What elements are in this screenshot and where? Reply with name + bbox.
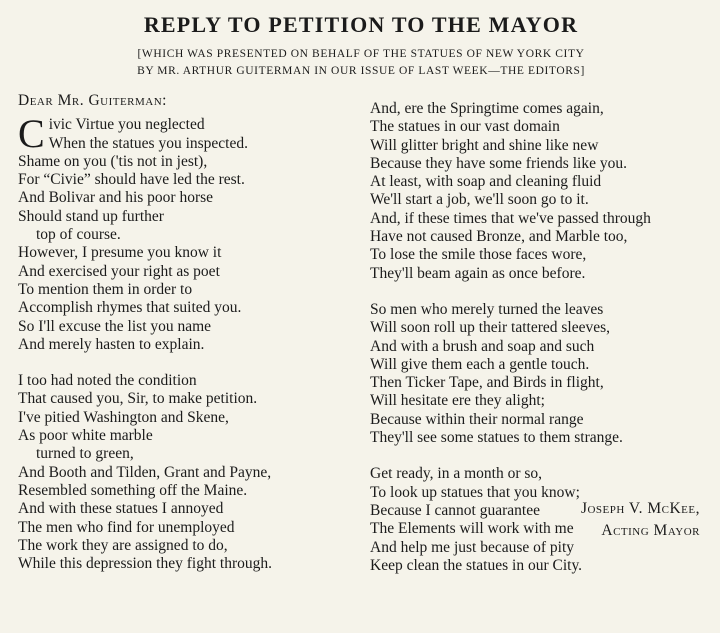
poem-line-text: The work they are assigned to do,: [18, 536, 228, 554]
poem-line: [18, 500, 363, 518]
poem-line-text: They'll see some statues to them strange.: [370, 429, 623, 447]
poem-line-text: While this depression they fight through.: [18, 555, 272, 573]
poem-line: [18, 318, 363, 336]
poem-line: [370, 155, 720, 173]
poem-line: [370, 557, 720, 575]
poem-line: [370, 374, 720, 392]
poem-line-text: ivic Virtue you neglected: [48, 116, 205, 134]
editorial-note: [18, 46, 704, 80]
poem-line: [370, 319, 720, 337]
poem-line-text: The men who find for unemployed: [18, 518, 235, 536]
left-stanzas: [18, 111, 363, 573]
poem-line: [370, 246, 720, 264]
poem-line: [18, 189, 363, 207]
poem-line-text: So men who merely turned the leaves: [370, 300, 604, 318]
poem-line: [18, 409, 363, 427]
poem-line: [370, 356, 720, 374]
poem-line: [18, 555, 363, 573]
poem-line: [18, 281, 363, 299]
poem-line-text: Will glitter bright and shine like new: [370, 136, 599, 154]
poem-line-text: And Bolivar and his poor horse: [18, 189, 214, 207]
poem-line: [18, 464, 363, 482]
poem-line: [370, 118, 720, 136]
poem-line-text: Will give them each a gentle touch.: [370, 355, 590, 373]
poem-line-text: And merely hasten to explain.: [18, 335, 205, 353]
poem-line: [18, 153, 363, 171]
poem-line: [18, 171, 363, 189]
signature-role: Acting Mayor: [601, 522, 700, 539]
poem-line: [370, 392, 720, 410]
poem-line-text: Shame on you ('tis not in jest),: [18, 152, 208, 170]
poem-line: [18, 519, 363, 537]
poem-line: [18, 482, 363, 500]
poem-line-text: And Booth and Tilden, Grant and Payne,: [18, 463, 272, 481]
poem-line: [370, 210, 720, 228]
poem-line-text: The statues in our vast domain: [370, 118, 560, 136]
poem-line-text: Accomplish rhymes that suited you.: [18, 299, 242, 317]
poem-line: [370, 429, 720, 447]
poem-line-text: That caused you, Sir, to make petition.: [18, 390, 258, 408]
poem-line: [370, 137, 720, 155]
poem-line-text: And, ere the Springtime comes again,: [370, 100, 604, 117]
poem-line-text: At least, with soap and cleaning fluid: [370, 173, 602, 191]
poem-line: [18, 390, 363, 408]
poem-line: [370, 338, 720, 356]
poem-line: [18, 244, 363, 262]
poem-line-text: To look up statues that you know;: [370, 483, 580, 501]
poem-line: [18, 226, 363, 244]
poem-line-text: turned to green,: [36, 445, 134, 463]
poem-line-text: So I'll excuse the list you name: [18, 317, 212, 335]
poem-line-text: I've pitied Washington and Skene,: [18, 408, 229, 426]
editorial-note-line-1: [WHICH WAS PRESENTED ON BEHALF OF THE STATUES OF NEW YORK CITY: [137, 48, 585, 60]
poem-line-text: And with a brush and soap and such: [370, 337, 595, 355]
poem-line: [18, 208, 363, 226]
poem-line-text: top of course.: [36, 226, 121, 244]
stanza: [18, 111, 363, 354]
drop-cap: C: [18, 111, 45, 157]
poem-left-column: [18, 92, 363, 591]
poem-line-text: Will soon roll up their tattered sleeves,: [370, 319, 610, 337]
poem-line-text: Keep clean the statues in our City.: [370, 556, 583, 574]
poem-line-text: To lose the smile those faces wore,: [370, 246, 587, 264]
poem-line-text: They'll beam again as once before.: [370, 264, 586, 282]
poem-line: [370, 465, 720, 483]
editorial-note-line-2: BY MR. ARTHUR GUITERMAN IN OUR ISSUE OF LAST WEEK—THE EDITORS]: [137, 65, 585, 77]
poem-line-text: For “Civie” should have led the rest.: [18, 171, 245, 189]
poem-line: [370, 173, 720, 191]
stanza: [370, 100, 720, 283]
poem-line-text: Should stand up further: [18, 207, 164, 225]
poem-line-text: Because within their normal range: [370, 410, 584, 428]
poem-line: [370, 100, 720, 118]
poem-line-text: And help me just because of pity: [370, 538, 575, 556]
poem-line-text: To mention them in order to: [18, 280, 193, 298]
poem-line-text: However, I presume you know it: [18, 244, 222, 262]
poem-line-text: The Elements will work with me: [370, 520, 574, 538]
poem-line: [18, 299, 363, 317]
poem-line: [18, 135, 363, 153]
poem-line-text: Then Ticker Tape, and Birds in flight,: [370, 374, 604, 392]
poem-line: [18, 336, 363, 354]
poem-line-text: Get ready, in a month or so,: [370, 465, 543, 483]
poem-line: [370, 301, 720, 319]
poem-line-text: And exercised your right as poet: [18, 262, 220, 280]
poem-line: [18, 537, 363, 555]
signature-name: Joseph V. McKee,: [580, 500, 700, 517]
stanza: [18, 372, 363, 573]
poem-line: [18, 263, 363, 281]
poem-line: [18, 445, 363, 463]
poem-line-text: Resembled something off the Maine.: [18, 481, 248, 499]
poem-line-text: I too had noted the condition: [18, 372, 197, 390]
stanza: [370, 301, 720, 447]
signature-block: [581, 498, 700, 542]
poem-line: [370, 228, 720, 246]
poem-line-text: When the statues you inspected.: [48, 134, 248, 152]
page-title: REPLY TO PETITION TO THE MAYOR: [143, 12, 579, 37]
poem-line-text: Will hesitate ere they alight;: [370, 392, 545, 410]
poem-line-text: As poor white marble: [18, 427, 153, 445]
salutation: Dear Mr. Guiterman:: [18, 92, 167, 109]
poem-line-text: We'll start a job, we'll soon go to it.: [370, 191, 589, 209]
poem-line-text: And with these statues I annoyed: [18, 500, 224, 518]
poem-line: [370, 191, 720, 209]
poem-line: [18, 372, 363, 390]
poem-line-text: Because they have some friends like you.: [370, 154, 627, 172]
poem-line-text: And, if these times that we've passed through: [370, 209, 651, 227]
poem-line-text: Because I cannot guarantee: [370, 501, 540, 519]
poem-line: [370, 411, 720, 429]
poem-line: [18, 427, 363, 445]
poem-line: [370, 265, 720, 283]
poem-line-text: Have not caused Bronze, and Marble too,: [370, 228, 628, 246]
